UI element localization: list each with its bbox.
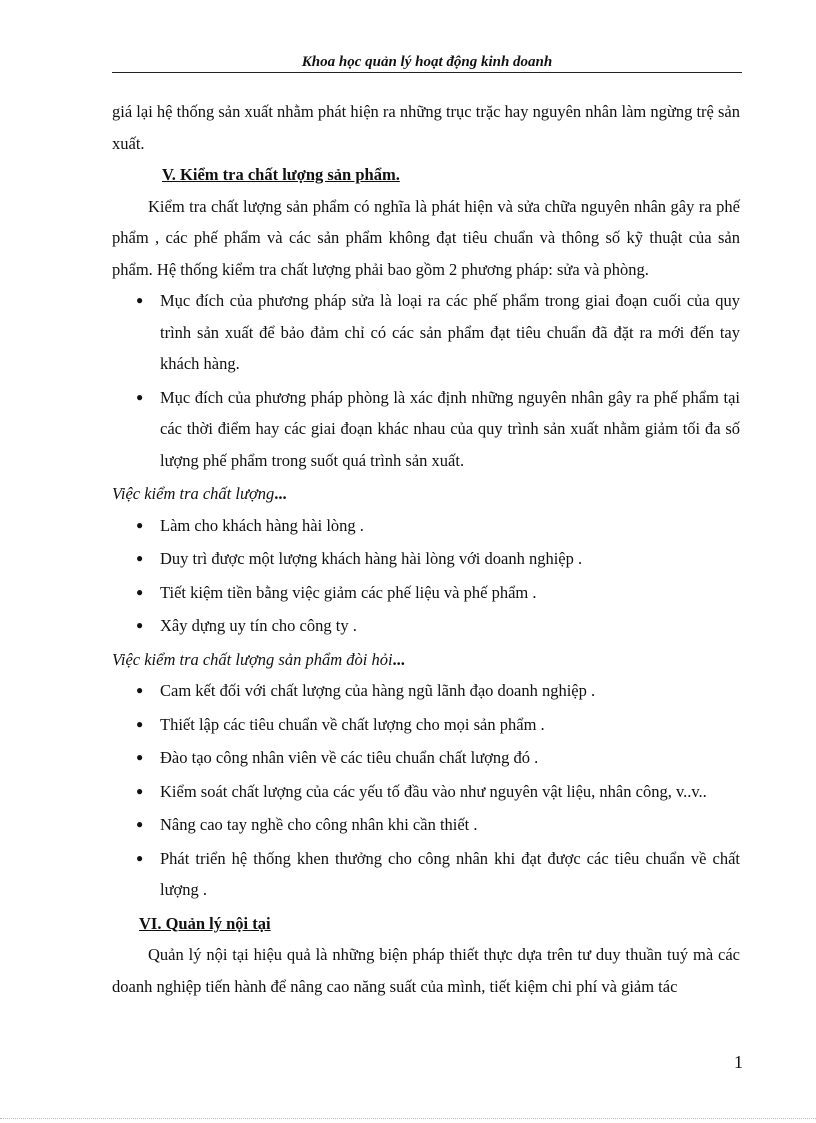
section-heading-v: V. Kiểm tra chất lượng sản phẩm. — [162, 165, 400, 184]
list-item-text: Thiết lập các tiêu chuẩn về chất lượng cho mọi sản phẩm . — [160, 714, 545, 734]
list-item-text: Duy trì được một lượng khách hàng hài lòng với doanh nghiệp . — [160, 549, 583, 568]
bullet-icon: ● — [136, 817, 144, 831]
list-item — [112, 510, 740, 542]
section-heading-vi: VI. Quản lý nội tại — [139, 913, 271, 933]
bullet-icon: ● — [136, 750, 144, 764]
running-header: Khoa học quản lý hoạt động kinh doanh — [301, 54, 553, 70]
bullet-icon: ● — [136, 716, 144, 731]
bullet-icon: ● — [136, 850, 144, 865]
list-item-text: Mục đích của phương pháp phòng là xác định những nguyên nhân gây ra phế phẩm tại các thời điểm hay các giai đoạn khác nhau của quy trình sản xuất nhằm giảm tối đa số lượng phế phẩm trong suốt quá trình sản xuất. — [160, 387, 740, 470]
bullet-icon: ● — [136, 618, 144, 632]
requirements-list — [112, 675, 740, 906]
bullet-icon: ● — [136, 783, 144, 798]
list-item-text: Nâng cao tay nghề cho công nhân khi cần thiết . — [160, 815, 478, 834]
list-item — [112, 709, 740, 741]
benefits-lead: Việc kiểm tra chất lượng... — [112, 484, 287, 503]
list-item — [112, 809, 740, 841]
list-item-text: Làm cho khách hàng hài lòng . — [160, 515, 364, 535]
paragraph-quality-control: Kiểm tra chất lượng sản phẩm có nghĩa là phát hiện và sửa chữa nguyên nhân gây ra phế phẩm , các phế phẩm và các sản phẩm không đạt tiêu chuẩn và thông số kỹ thuật của sản phẩm. Hệ thống kiểm tra chất lượng phải bao gồm 2 phương pháp: sửa và phòng. — [112, 196, 740, 279]
list-item — [112, 577, 740, 609]
bullet-icon: ● — [136, 389, 144, 404]
requirements-lead: Việc kiểm tra chất lượng sản phẩm đòi hỏi... — [112, 649, 405, 669]
list-item-text: Phát triển hệ thống khen thưởng cho công nhân khi đạt được các tiêu chuẩn về chất lượng . — [160, 848, 740, 899]
paragraph-continuation: giá lại hệ thống sản xuất nhằm phát hiện ra những trục trặc hay nguyên nhân làm ngừng trệ sản xuất. — [112, 102, 740, 153]
page-number: 1 — [734, 1052, 743, 1072]
list-item — [112, 742, 740, 774]
document-body — [112, 96, 740, 1002]
list-item-text: Kiểm soát chất lượng của các yếu tố đầu vào như nguyên vật liệu, nhân công, v..v.. — [160, 781, 707, 801]
list-item — [112, 543, 740, 575]
list-item — [112, 610, 740, 642]
list-item — [112, 285, 740, 380]
bullet-icon: ● — [136, 293, 144, 307]
bullet-icon: ● — [136, 584, 144, 599]
header-divider — [112, 72, 742, 73]
methods-list — [112, 285, 740, 476]
page-bottom-border — [0, 1118, 816, 1119]
bullet-icon: ● — [136, 517, 144, 532]
list-item — [112, 675, 740, 707]
list-item-text: Mục đích của phương pháp sửa là loại ra các phế phẩm trong giai đoạn cuối của quy trình sản xuất để bảo đảm chỉ có các sản phẩm đạt tiêu chuẩn đã đặt ra mới đến tay khách hàng. — [160, 291, 740, 373]
list-item-text: Tiết kiệm tiền bằng việc giảm các phế liệu và phế phẩm . — [160, 582, 537, 602]
bullet-icon: ● — [136, 551, 144, 565]
paragraph-internal-management: Quản lý nội tại hiệu quả là những biện pháp thiết thực dựa trên tư duy thuần tuý mà các doanh nghiệp tiến hành để nâng cao năng suất của mình, tiết kiệm chi phí và giảm tác — [112, 945, 740, 996]
list-item — [112, 776, 740, 808]
list-item — [112, 843, 740, 906]
list-item-text: Cam kết đối với chất lượng của hàng ngũ lãnh đạo doanh nghiệp . — [160, 681, 596, 700]
list-item-text: Xây dựng uy tín cho công ty . — [160, 616, 357, 635]
bullet-icon: ● — [136, 683, 144, 697]
list-item — [112, 382, 740, 477]
list-item-text: Đào tạo công nhân viên về các tiêu chuẩn chất lượng đó . — [160, 748, 539, 767]
benefits-list — [112, 510, 740, 642]
